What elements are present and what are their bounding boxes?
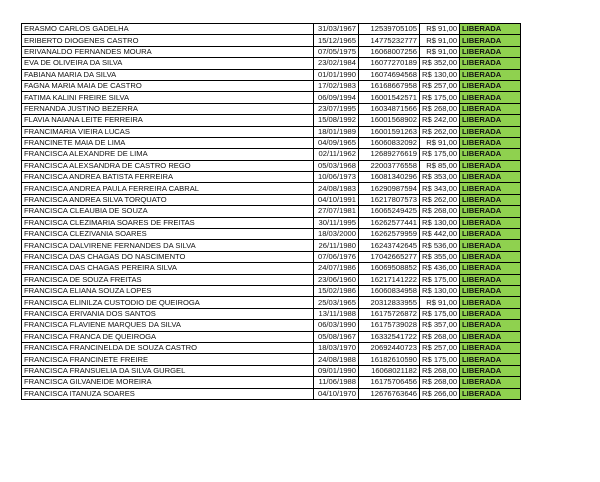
- cell-name: FRANCISCA CLEZIMARIA SOARES DE FREITAS: [22, 217, 314, 228]
- cell-name: FRANCISCA DE SOUZA FREITAS: [22, 274, 314, 285]
- cell-name: FRANCISCA ALEXSANDRA DE CASTRO REGO: [22, 160, 314, 171]
- cell-name: FABIANA MARIA DA SILVA: [22, 69, 314, 80]
- cell-birth-date: 06/03/1990: [314, 320, 359, 331]
- cell-name: FRANCISCA FRANSUELIA DA SILVA GURGEL: [22, 365, 314, 376]
- cell-status: LIBERADA: [460, 251, 521, 262]
- cell-status: LIBERADA: [460, 103, 521, 114]
- cell-amount: R$ 242,00: [420, 115, 460, 126]
- table-row: [22, 377, 521, 388]
- beneficiary-table: [21, 23, 521, 400]
- cell-status: LIBERADA: [460, 320, 521, 331]
- cell-birth-date: 18/03/1970: [314, 342, 359, 353]
- cell-name: FRANCISCA GILVANEIDE MOREIRA: [22, 377, 314, 388]
- cell-id-number: 16034871566: [359, 103, 420, 114]
- table-row: [22, 126, 521, 137]
- cell-id-number: 16060834958: [359, 285, 420, 296]
- cell-name: FRANCISCA FRANCINETE FREIRE: [22, 354, 314, 365]
- cell-amount: R$ 175,00: [420, 274, 460, 285]
- cell-status: LIBERADA: [460, 137, 521, 148]
- cell-birth-date: 30/11/1995: [314, 217, 359, 228]
- cell-birth-date: 15/12/1965: [314, 35, 359, 46]
- cell-name: FRANCISCA FLAVIENE MARQUES DA SILVA: [22, 320, 314, 331]
- cell-id-number: 16175739028: [359, 320, 420, 331]
- cell-amount: R$ 262,00: [420, 126, 460, 137]
- cell-birth-date: 05/03/1968: [314, 160, 359, 171]
- table-row: [22, 331, 521, 342]
- cell-id-number: 16217807573: [359, 194, 420, 205]
- cell-birth-date: 04/10/1991: [314, 194, 359, 205]
- cell-status: LIBERADA: [460, 285, 521, 296]
- cell-birth-date: 26/11/1980: [314, 240, 359, 251]
- cell-name: FRANCISCA ITANUZA SOARES: [22, 388, 314, 399]
- table-row: [22, 69, 521, 80]
- cell-id-number: 16060832092: [359, 137, 420, 148]
- cell-status: LIBERADA: [460, 240, 521, 251]
- cell-status: LIBERADA: [460, 331, 521, 342]
- table-row: [22, 308, 521, 319]
- cell-name: FRANCISCA DAS CHAGAS DO NASCIMENTO: [22, 251, 314, 262]
- cell-birth-date: 25/03/1965: [314, 297, 359, 308]
- table-row: [22, 263, 521, 274]
- cell-id-number: 20312833955: [359, 297, 420, 308]
- table-row: [22, 297, 521, 308]
- cell-name: FRANCISCA FRANCA DE QUEIROGA: [22, 331, 314, 342]
- cell-status: LIBERADA: [460, 24, 521, 35]
- cell-id-number: 16217141222: [359, 274, 420, 285]
- cell-id-number: 16182610590: [359, 354, 420, 365]
- cell-status: LIBERADA: [460, 263, 521, 274]
- cell-id-number: 16262577441: [359, 217, 420, 228]
- cell-amount: R$ 91,00: [420, 297, 460, 308]
- cell-status: LIBERADA: [460, 183, 521, 194]
- cell-id-number: 12539705105: [359, 24, 420, 35]
- cell-status: LIBERADA: [460, 172, 521, 183]
- cell-status: LIBERADA: [460, 365, 521, 376]
- table-row: [22, 342, 521, 353]
- cell-id-number: 16001568902: [359, 115, 420, 126]
- cell-name: ERASMO CARLOS GADELHA: [22, 24, 314, 35]
- cell-id-number: 20692440723: [359, 342, 420, 353]
- cell-amount: R$ 268,00: [420, 103, 460, 114]
- cell-id-number: 17042665277: [359, 251, 420, 262]
- cell-name: FRANCISCA DALVIRENE FERNANDES DA SILVA: [22, 240, 314, 251]
- table-row: [22, 103, 521, 114]
- cell-amount: R$ 257,00: [420, 342, 460, 353]
- cell-status: LIBERADA: [460, 194, 521, 205]
- cell-name: FERNANDA JUSTINO BEZERRA: [22, 103, 314, 114]
- cell-amount: R$ 91,00: [420, 137, 460, 148]
- cell-name: FRANCISCA DAS CHAGAS PEREIRA SILVA: [22, 263, 314, 274]
- table-row: [22, 115, 521, 126]
- cell-status: LIBERADA: [460, 46, 521, 57]
- cell-id-number: 12689276619: [359, 149, 420, 160]
- table-row: [22, 274, 521, 285]
- table-row: [22, 285, 521, 296]
- cell-name: FRANCISCA CLEAUBIA DE SOUZA: [22, 206, 314, 217]
- cell-status: LIBERADA: [460, 217, 521, 228]
- cell-birth-date: 05/08/1967: [314, 331, 359, 342]
- cell-id-number: 14775232777: [359, 35, 420, 46]
- cell-id-number: 12676763646: [359, 388, 420, 399]
- cell-amount: R$ 175,00: [420, 308, 460, 319]
- cell-status: LIBERADA: [460, 115, 521, 126]
- cell-amount: R$ 436,00: [420, 263, 460, 274]
- cell-birth-date: 15/08/1992: [314, 115, 359, 126]
- cell-id-number: 16001591263: [359, 126, 420, 137]
- cell-id-number: 16175706456: [359, 377, 420, 388]
- cell-name: ERIVANALDO FERNANDES MOURA: [22, 46, 314, 57]
- cell-amount: R$ 262,00: [420, 194, 460, 205]
- cell-status: LIBERADA: [460, 342, 521, 353]
- cell-name: FRANCISCA ANDREA SILVA TORQUATO: [22, 194, 314, 205]
- cell-status: LIBERADA: [460, 229, 521, 240]
- cell-amount: R$ 266,00: [420, 388, 460, 399]
- cell-amount: R$ 175,00: [420, 92, 460, 103]
- cell-name: ERIBERTO DIOGENES CASTRO: [22, 35, 314, 46]
- cell-id-number: 16001542571: [359, 92, 420, 103]
- cell-status: LIBERADA: [460, 69, 521, 80]
- cell-name: FRANCISCA ANDREA BATISTA FERREIRA: [22, 172, 314, 183]
- cell-birth-date: 07/06/1976: [314, 251, 359, 262]
- cell-amount: R$ 268,00: [420, 331, 460, 342]
- table-row: [22, 80, 521, 91]
- table-row: [22, 46, 521, 57]
- cell-id-number: 16068021182: [359, 365, 420, 376]
- table-row: [22, 160, 521, 171]
- cell-amount: R$ 130,00: [420, 69, 460, 80]
- cell-birth-date: 18/01/1989: [314, 126, 359, 137]
- cell-status: LIBERADA: [460, 35, 521, 46]
- table-row: [22, 137, 521, 148]
- cell-birth-date: 09/01/1990: [314, 365, 359, 376]
- cell-birth-date: 24/07/1986: [314, 263, 359, 274]
- table-row: [22, 320, 521, 331]
- cell-name: FLAVIA NAIANA LEITE FERREIRA: [22, 115, 314, 126]
- cell-birth-date: 27/07/1981: [314, 206, 359, 217]
- cell-amount: R$ 175,00: [420, 354, 460, 365]
- table-row: [22, 92, 521, 103]
- cell-name: FRANCISCA ALEXANDRE DE LIMA: [22, 149, 314, 160]
- cell-amount: R$ 91,00: [420, 46, 460, 57]
- cell-id-number: 16068007256: [359, 46, 420, 57]
- cell-status: LIBERADA: [460, 206, 521, 217]
- cell-amount: R$ 257,00: [420, 80, 460, 91]
- cell-status: LIBERADA: [460, 126, 521, 137]
- cell-birth-date: 17/02/1983: [314, 80, 359, 91]
- cell-amount: R$ 355,00: [420, 251, 460, 262]
- cell-amount: R$ 442,00: [420, 229, 460, 240]
- cell-status: LIBERADA: [460, 308, 521, 319]
- cell-status: LIBERADA: [460, 297, 521, 308]
- cell-name: FAGNA MARIA MAIA DE CASTRO: [22, 80, 314, 91]
- cell-amount: R$ 353,00: [420, 172, 460, 183]
- cell-amount: R$ 343,00: [420, 183, 460, 194]
- cell-birth-date: 11/06/1988: [314, 377, 359, 388]
- table-row: [22, 206, 521, 217]
- cell-name: FRANCISCA ERIVANIA DOS SANTOS: [22, 308, 314, 319]
- table-row: [22, 172, 521, 183]
- cell-amount: R$ 268,00: [420, 365, 460, 376]
- cell-amount: R$ 130,00: [420, 217, 460, 228]
- table-row: [22, 194, 521, 205]
- cell-birth-date: 31/03/1967: [314, 24, 359, 35]
- cell-amount: R$ 357,00: [420, 320, 460, 331]
- cell-id-number: 16168667958: [359, 80, 420, 91]
- cell-birth-date: 10/06/1973: [314, 172, 359, 183]
- cell-name: FRANCINETE MAIA DE LIMA: [22, 137, 314, 148]
- cell-birth-date: 13/11/1988: [314, 308, 359, 319]
- cell-birth-date: 18/03/2000: [314, 229, 359, 240]
- cell-status: LIBERADA: [460, 92, 521, 103]
- table-row: [22, 35, 521, 46]
- cell-birth-date: 23/07/1995: [314, 103, 359, 114]
- cell-amount: R$ 91,00: [420, 35, 460, 46]
- cell-birth-date: 23/02/1984: [314, 58, 359, 69]
- table-row: [22, 217, 521, 228]
- cell-name: FRANCISCA CLEZIVANIA SOARES: [22, 229, 314, 240]
- table-row: [22, 354, 521, 365]
- cell-id-number: 16074694568: [359, 69, 420, 80]
- table-body: [22, 24, 521, 400]
- table-row: [22, 388, 521, 399]
- cell-id-number: 16077270189: [359, 58, 420, 69]
- table-row: [22, 24, 521, 35]
- cell-id-number: 16069508852: [359, 263, 420, 274]
- cell-birth-date: 24/08/1983: [314, 183, 359, 194]
- cell-id-number: 16243742645: [359, 240, 420, 251]
- cell-status: LIBERADA: [460, 354, 521, 365]
- cell-name: FRANCISCA FRANCINELDA DE SOUZA CASTRO: [22, 342, 314, 353]
- cell-id-number: 16175726872: [359, 308, 420, 319]
- cell-birth-date: 23/06/1960: [314, 274, 359, 285]
- cell-id-number: 16332541722: [359, 331, 420, 342]
- cell-amount: R$ 536,00: [420, 240, 460, 251]
- cell-name: FRANCISCA ELIANA SOUZA LOPES: [22, 285, 314, 296]
- cell-status: LIBERADA: [460, 274, 521, 285]
- table-row: [22, 240, 521, 251]
- cell-id-number: 16081340296: [359, 172, 420, 183]
- cell-birth-date: 02/11/1962: [314, 149, 359, 160]
- cell-name: FRANCISCA ANDREA PAULA FERREIRA CABRAL: [22, 183, 314, 194]
- cell-status: LIBERADA: [460, 377, 521, 388]
- cell-birth-date: 07/05/1975: [314, 46, 359, 57]
- cell-name: FRANCIMARIA VIEIRA LUCAS: [22, 126, 314, 137]
- table-row: [22, 58, 521, 69]
- cell-id-number: 16290987594: [359, 183, 420, 194]
- cell-amount: R$ 268,00: [420, 377, 460, 388]
- cell-status: LIBERADA: [460, 80, 521, 91]
- table-row: [22, 183, 521, 194]
- cell-birth-date: 04/09/1965: [314, 137, 359, 148]
- table-row: [22, 149, 521, 160]
- cell-name: FATIMA KALINI FREIRE SILVA: [22, 92, 314, 103]
- cell-name: EVA DE OLIVEIRA DA SILVA: [22, 58, 314, 69]
- cell-amount: R$ 91,00: [420, 24, 460, 35]
- cell-amount: R$ 268,00: [420, 206, 460, 217]
- cell-id-number: 16065249425: [359, 206, 420, 217]
- cell-birth-date: 01/01/1990: [314, 69, 359, 80]
- cell-amount: R$ 175,00: [420, 149, 460, 160]
- table-row: [22, 229, 521, 240]
- cell-id-number: 22003776558: [359, 160, 420, 171]
- table-row: [22, 251, 521, 262]
- cell-status: LIBERADA: [460, 388, 521, 399]
- cell-status: LIBERADA: [460, 149, 521, 160]
- cell-name: FRANCISCA ELINILZA CUSTODIO DE QUEIROGA: [22, 297, 314, 308]
- cell-amount: R$ 130,00: [420, 285, 460, 296]
- cell-amount: R$ 85,00: [420, 160, 460, 171]
- cell-status: LIBERADA: [460, 160, 521, 171]
- cell-id-number: 16262579959: [359, 229, 420, 240]
- cell-birth-date: 24/08/1988: [314, 354, 359, 365]
- cell-amount: R$ 352,00: [420, 58, 460, 69]
- cell-status: LIBERADA: [460, 58, 521, 69]
- table-row: [22, 365, 521, 376]
- cell-birth-date: 15/02/1986: [314, 285, 359, 296]
- cell-birth-date: 06/09/1994: [314, 92, 359, 103]
- cell-birth-date: 04/10/1970: [314, 388, 359, 399]
